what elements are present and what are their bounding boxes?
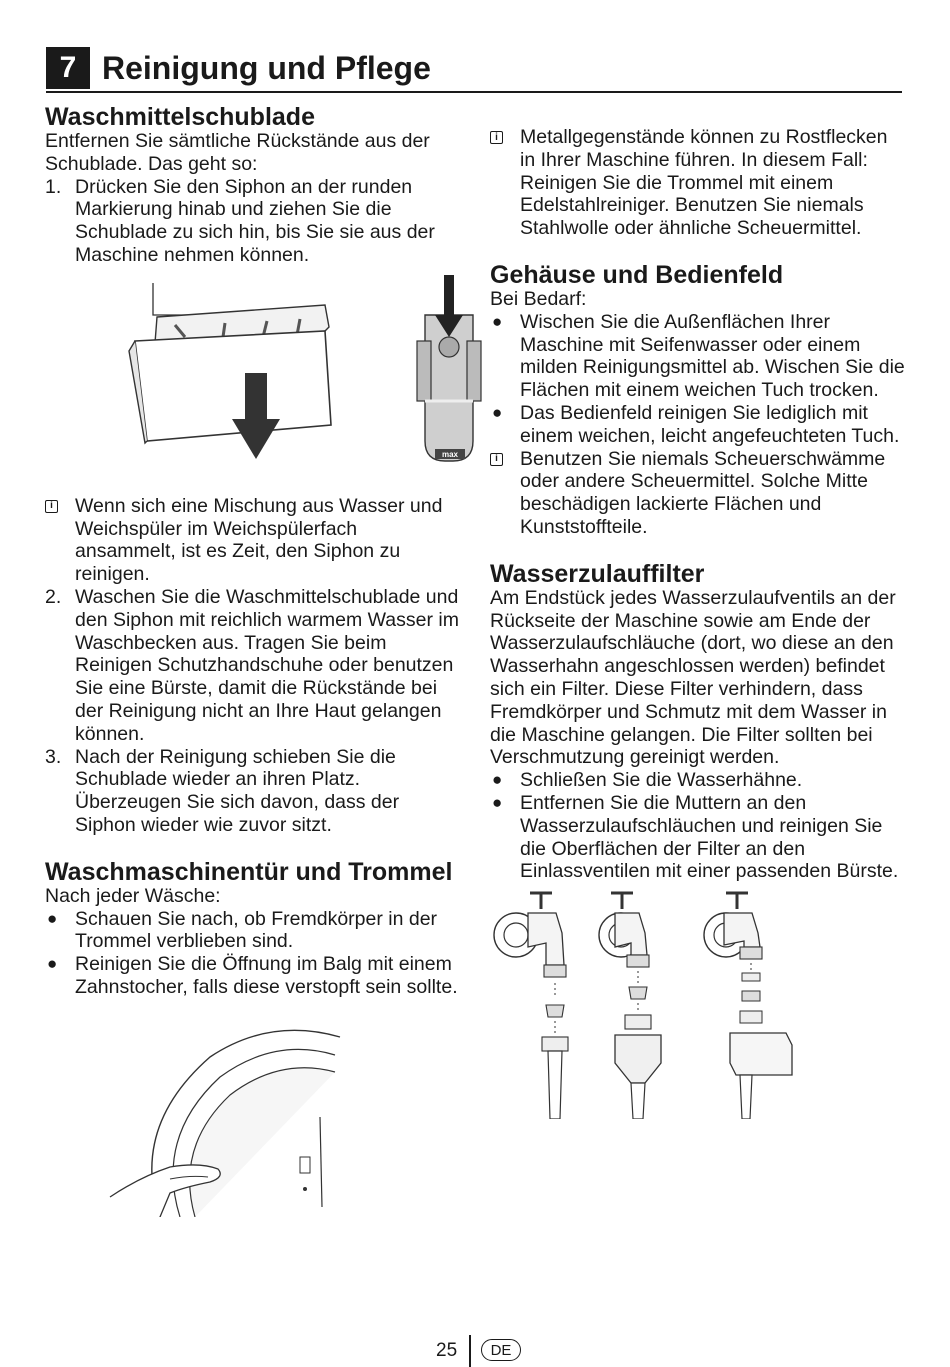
housing-bullet-text: Wischen Sie die Außenflächen Ihrer Maschine mit Seifenwasser oder einem milden Reinigungsmittel ab. Wischen Sie die Flächen mit einem weichen Tuch trocken. — [520, 310, 905, 402]
info-icon: i — [490, 453, 503, 466]
tap-illustration-3 — [704, 893, 792, 1119]
note-metal-text: Metallgegenstände können zu Rostflecken in Ihrer Maschine führen. In diesem Fall: Reinigen Sie die Trommel mit einem Edelstahlreiniger. Benutzen Sie niemals Stahlwolle oder ähnliche Scheuermittel. — [520, 126, 888, 240]
step-1-number: 1. — [45, 175, 62, 198]
page-number: 25 — [436, 1340, 458, 1361]
max-label: max — [441, 449, 459, 459]
door-gasket-figure — [100, 1017, 360, 1217]
filter-text: Am Endstück jedes Wasserzulaufventils an der Rückseite der Maschine sowie am Ende der Wasserzulaufschläuche (dort, wo diese an den Wasserhahn angeschlossen werden) befindet sich ein Filter. Diese Filter verhindern, dass Fremdkörper und Schmutz mit dem Wasser in die Maschine gelangen. Die Filter sollten bei Verschmutzung gereinigt werden. — [490, 586, 896, 769]
filter-bullet-text: Entfernen Sie die Muttern an den Wasserzulaufschläuchen und reinigen Sie die Oberflächen der Filter an den Einlassventilen mit einer passenden Bürste. — [520, 791, 899, 883]
drawer-heading: Waschmittelschublade — [45, 103, 315, 131]
footer-divider — [469, 1335, 471, 1367]
left-column — [45, 104, 460, 1217]
door-heading: Waschmaschinentür und Trommel — [45, 857, 453, 886]
step-3-text: Nach der Reinigung schieben Sie die Schublade wieder an ihren Platz. Überzeugen Sie sich davon, dass der Siphon wieder wie zuvor sitzt. — [75, 745, 400, 836]
step-3-number: 3. — [45, 745, 62, 768]
language-badge: DE — [481, 1339, 521, 1361]
info-note-softener — [45, 495, 460, 586]
note-sponge-text: Benutzen Sie niemals Scheuerschwämme oder andere Scheuermittel. Solche Mitte beschädigen lackierte Flächen und Kunststoffteile. — [520, 447, 886, 538]
housing-bullet-text: Das Bedienfeld reinigen Sie lediglich mit einem weichen, leicht angefeuchteten Tuch. — [520, 401, 900, 447]
drawer-removal-figure — [85, 275, 485, 483]
filter-bullet: ● Entfernen Sie die Muttern an den Wasserzulaufschläuchen und reinigen Sie die Oberflächen der Filter an den Einlassventilen mit einer passenden Bürste. — [492, 791, 899, 883]
tap-illustration-2 — [599, 893, 661, 1119]
step-2-text: Waschen Sie die Waschmittelschublade und den Siphon mit reichlich warmem Wasser im Waschbecken aus. Tragen Sie beim Reinigen Schutzhandschuhe oder benutzen Sie eine Bürste, damit die Rückstände bei der Reinigung nicht an Ihre Haut gelangen können. — [75, 585, 459, 745]
right-column — [490, 104, 905, 1119]
step-1-text: Drücken Sie den Siphon an der runden Markierung hinab und ziehen Sie die Schublade zu sich hin, bis Sie sie aus der Maschine nehmen können. — [75, 175, 435, 266]
door-bullet-text: Schauen Sie nach, ob Fremdkörper in der Trommel verblieben sind. — [75, 907, 438, 953]
siphon-illustration — [417, 275, 481, 461]
door-bullet-text: Reinigen Sie die Öffnung im Balg mit einem Zahnstocher, falls diese verstopft sein sollte. — [75, 953, 458, 998]
info-note-sponge — [490, 448, 905, 539]
step-2-number: 2. — [45, 585, 62, 608]
filter-bullet-text: Schließen Sie die Wasserhähne. — [520, 769, 803, 792]
chapter-number: 7 — [46, 47, 90, 89]
info-note-metal — [490, 126, 905, 240]
note-softener-text: Wenn sich eine Mischung aus Wasser und Weichspüler im Weichspülerfach ansammelt, ist es Zeit, den Siphon zu reinigen. — [75, 494, 443, 586]
drawer-intro: Entfernen Sie sämtliche Rückstände aus der Schublade. Das geht so: — [45, 130, 430, 175]
tap-illustration-1 — [494, 893, 568, 1119]
chapter-header — [46, 45, 902, 93]
page-footer — [0, 1335, 950, 1365]
filter-bullet: ● Schließen Sie die Wasserhähne. — [492, 769, 803, 792]
door-bullet: ● Reinigen Sie die Öffnung im Balg mit einem Zahnstocher, falls diese verstopft sein sollte. — [47, 953, 458, 998]
info-icon: i — [490, 131, 503, 144]
housing-heading: Gehäuse und Bedienfeld — [490, 260, 784, 289]
door-intro: Nach jeder Wäsche: — [45, 884, 221, 907]
step-1 — [45, 176, 460, 267]
chapter-title: Reinigung und Pflege — [102, 50, 431, 86]
tap-filter-figure — [490, 887, 810, 1119]
housing-bullet: ● Wischen Sie die Außenflächen Ihrer Maschine mit Seifenwasser oder einem milden Reinigungsmittel ab. Wischen Sie die Flächen mit einem weichen Tuch trocken. — [492, 310, 905, 402]
step-2 — [45, 586, 460, 746]
info-icon: i — [45, 500, 58, 513]
filter-heading: Wasserzulauffilter — [490, 559, 705, 588]
housing-intro: Bei Bedarf: — [490, 287, 587, 310]
housing-bullet: ● Das Bedienfeld reinigen Sie lediglich mit einem weichen, leicht angefeuchteten Tuch. — [492, 401, 900, 447]
door-bullet: ● Schauen Sie nach, ob Fremdkörper in der Trommel verblieben sind. — [47, 907, 438, 953]
step-3 — [45, 746, 460, 837]
